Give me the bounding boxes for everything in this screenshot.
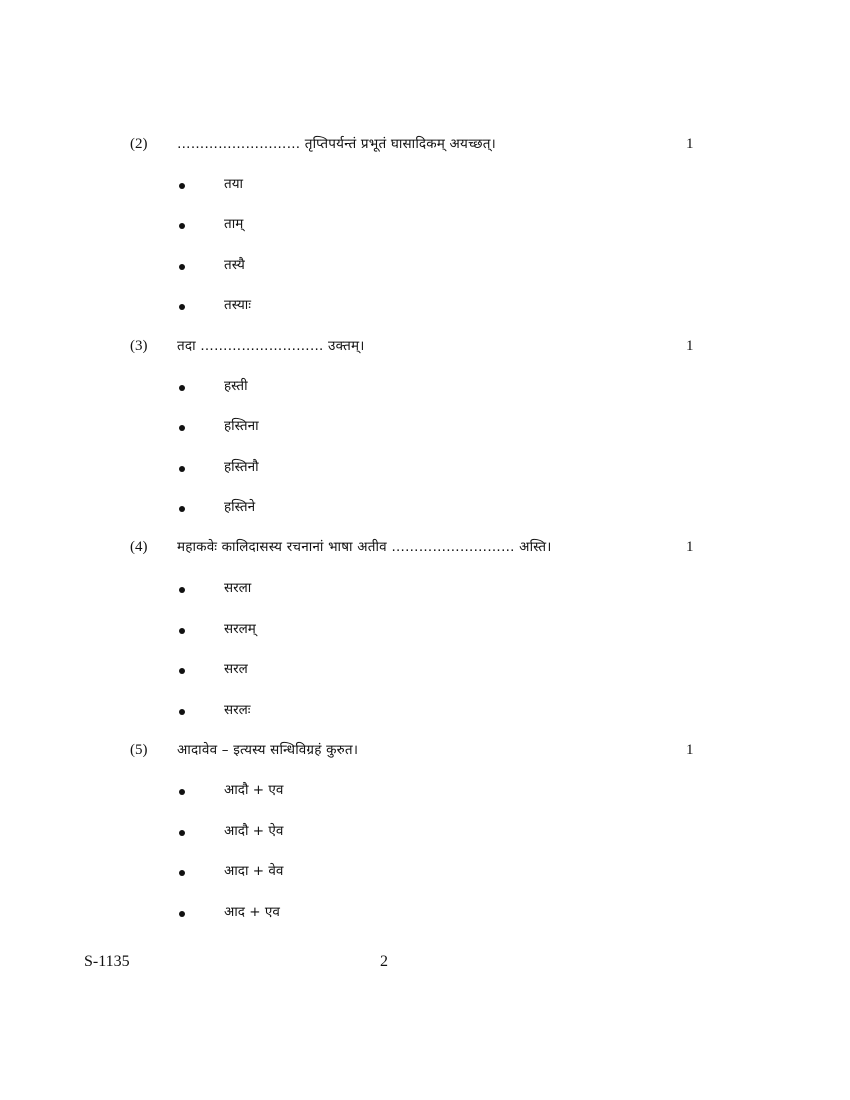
option-item — [0, 861, 850, 885]
page-number: 2 — [380, 953, 388, 970]
option-item — [0, 416, 850, 440]
question-text: ……………………… तृप्तिपर्यन्तं प्रभूतं घासादिकम् अयच्छत्। — [177, 136, 496, 152]
question-number: (3) — [130, 338, 148, 354]
option-text: सरला — [224, 580, 252, 596]
option-text: तस्याः — [224, 297, 251, 313]
option-text: हस्ती — [224, 378, 248, 394]
question-marks: 1 — [686, 539, 694, 555]
option-text: सरल — [224, 661, 248, 677]
option-item — [0, 255, 850, 279]
option-item — [0, 457, 850, 481]
option-item — [0, 578, 850, 602]
option-text: आदा + वेव — [224, 863, 284, 879]
bullet-icon — [179, 668, 185, 674]
option-text: सरलम् — [224, 621, 256, 637]
option-item — [0, 295, 850, 319]
bullet-icon — [179, 870, 185, 876]
bullet-icon — [179, 628, 185, 634]
paper-code: S-1135 — [84, 953, 130, 970]
bullet-icon — [179, 223, 185, 229]
option-item — [0, 821, 850, 845]
bullet-icon — [179, 385, 185, 391]
bullet-icon — [179, 709, 185, 715]
question-marks: 1 — [686, 338, 694, 354]
option-item — [0, 497, 850, 521]
option-text: हस्तिने — [224, 499, 256, 515]
bullet-icon — [179, 587, 185, 593]
bullet-icon — [179, 183, 185, 189]
bullet-icon — [179, 264, 185, 270]
option-item — [0, 659, 850, 683]
option-text: तस्यै — [224, 257, 245, 273]
option-item — [0, 780, 850, 804]
option-item — [0, 174, 850, 198]
question-text: आदावेव – इत्यस्य सन्धिविग्रहं कुरुत। — [177, 742, 359, 758]
question-4 — [0, 537, 850, 563]
option-item — [0, 376, 850, 400]
option-text: सरलः — [224, 702, 251, 718]
question-number: (4) — [130, 539, 148, 555]
question-5 — [0, 740, 850, 766]
option-text: हस्तिनौ — [224, 459, 259, 475]
question-2 — [0, 134, 850, 160]
question-text: तदा ……………………… उक्तम्। — [177, 338, 365, 354]
question-number: (5) — [130, 742, 148, 758]
option-text: हस्तिना — [224, 418, 259, 434]
bullet-icon — [179, 304, 185, 310]
question-marks: 1 — [686, 742, 694, 758]
option-item — [0, 214, 850, 238]
option-text: आद + एव — [224, 904, 280, 920]
question-marks: 1 — [686, 136, 694, 152]
bullet-icon — [179, 425, 185, 431]
question-3 — [0, 336, 850, 362]
bullet-icon — [179, 789, 185, 795]
bullet-icon — [179, 506, 185, 512]
option-text: ताम् — [224, 216, 244, 232]
question-text: महाकवेः कालिदासस्य रचनानां भाषा अतीव ……………………… अस्ति। — [177, 539, 552, 555]
option-text: आदौ + एव — [224, 782, 284, 798]
question-number: (2) — [130, 136, 148, 152]
bullet-icon — [179, 911, 185, 917]
option-text: तया — [224, 176, 244, 192]
bullet-icon — [179, 830, 185, 836]
bullet-icon — [179, 466, 185, 472]
option-item — [0, 700, 850, 724]
option-item — [0, 902, 850, 926]
option-item — [0, 619, 850, 643]
option-text: आदौ + ऐव — [224, 823, 284, 839]
